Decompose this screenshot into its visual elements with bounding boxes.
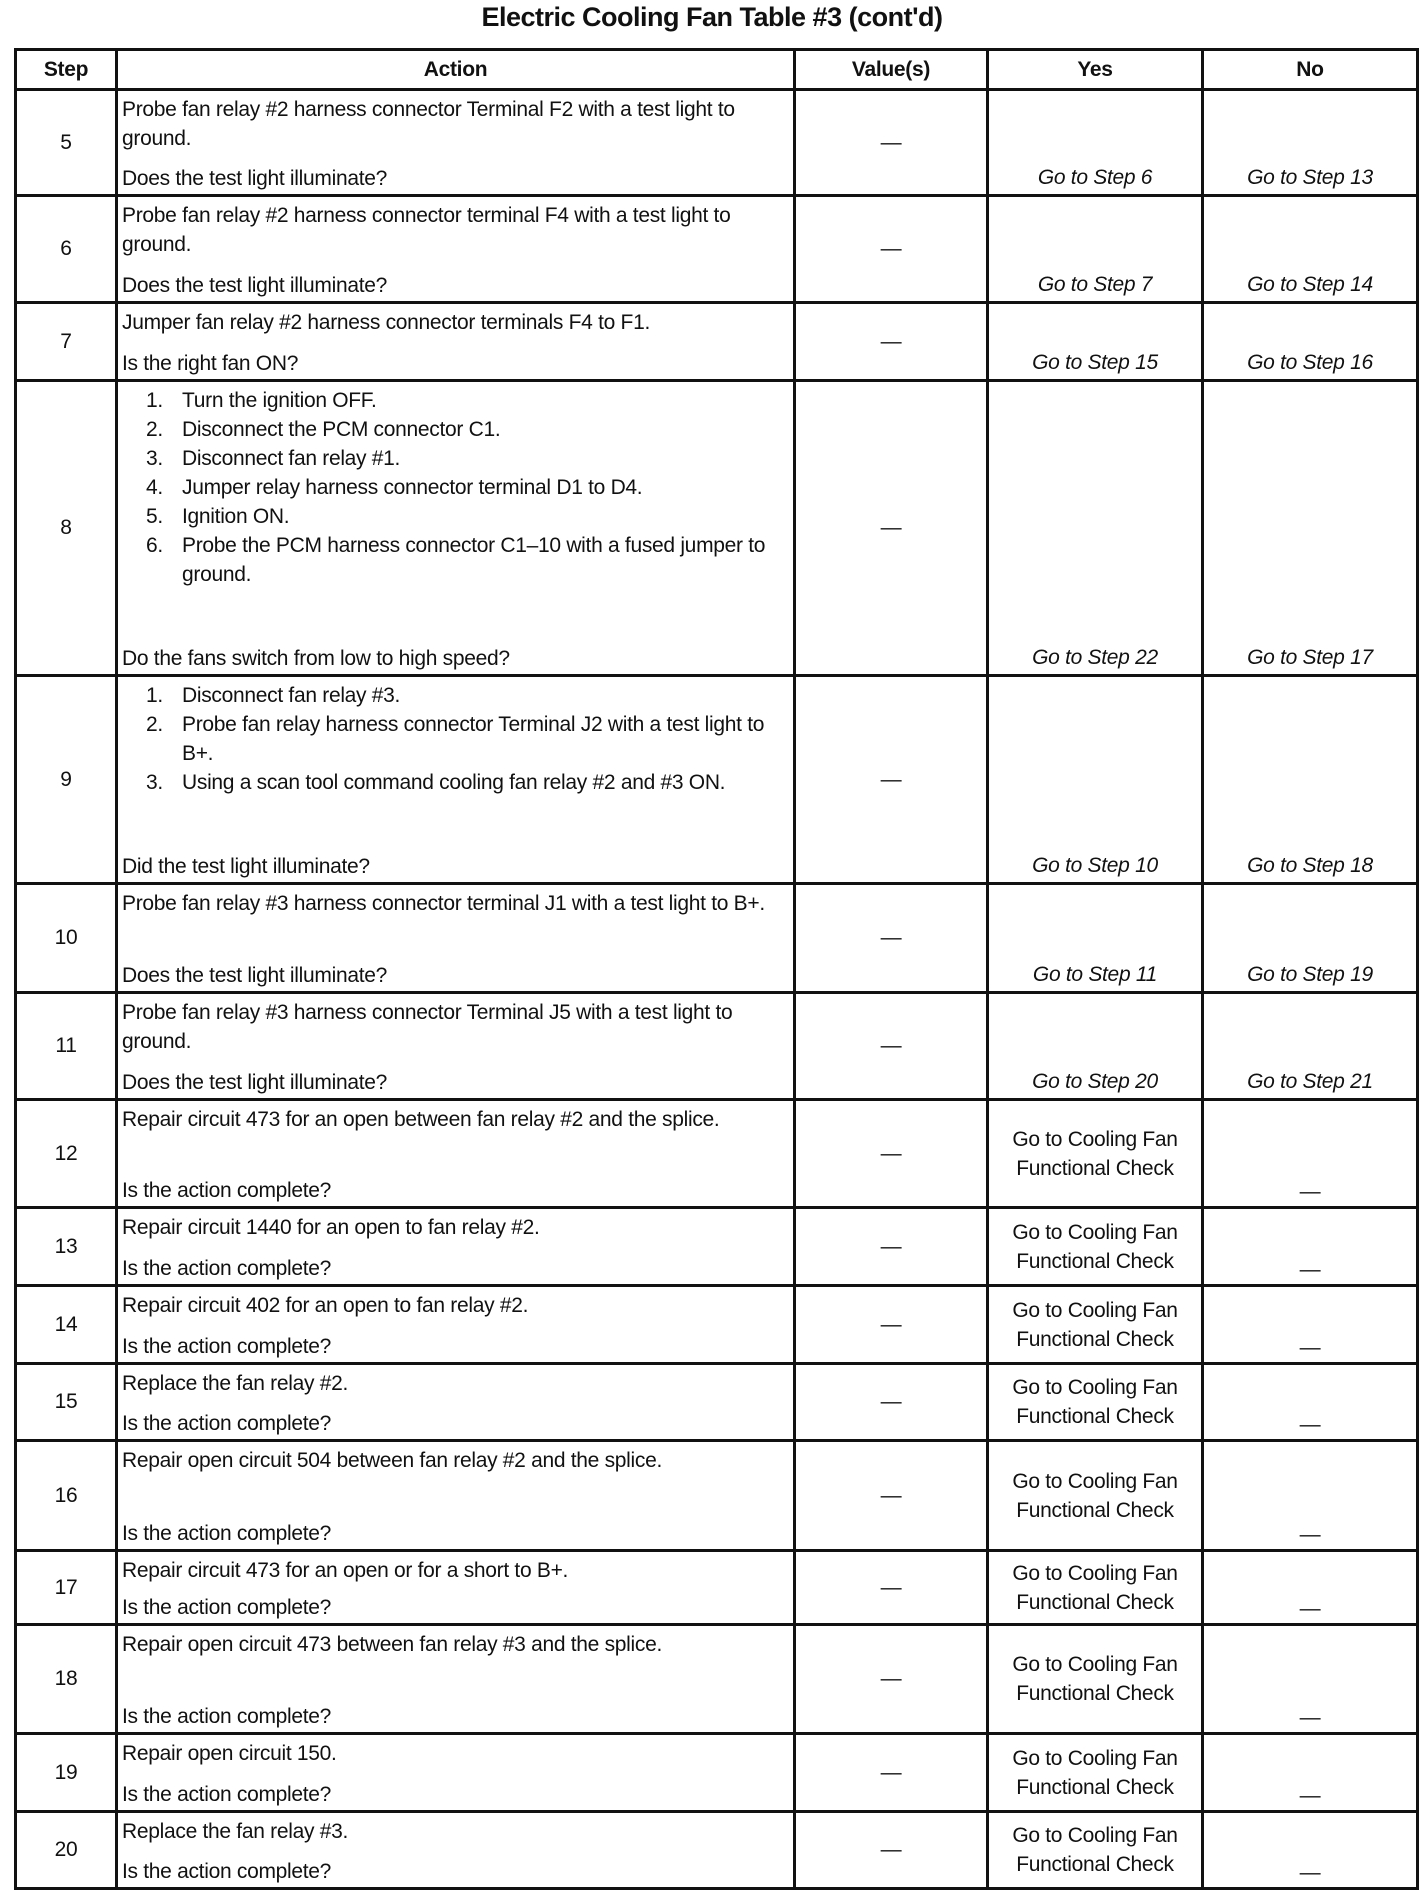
action-list-text: Ignition ON. (182, 505, 290, 528)
yes-result: Go to Cooling Fan Functional Check (988, 1208, 1203, 1286)
step-number: 8 (16, 381, 117, 676)
table-title: Electric Cooling Fan Table #3 (cont'd) (481, 2, 943, 32)
step-number: 15 (16, 1364, 117, 1441)
yes-result: Go to Step 20 (988, 993, 1203, 1100)
value-cell: — (795, 196, 988, 303)
yes-result: Go to Step 10 (988, 676, 1203, 884)
action-cell (117, 303, 795, 381)
action-question: Did the test light illuminate? (122, 855, 370, 878)
no-result: Go to Step 19 (1203, 884, 1418, 993)
value-cell: — (795, 1812, 988, 1889)
action-question: Is the action complete? (122, 1412, 332, 1435)
action-text: Probe fan relay #3 harness connector Terminal J5 with a test light to ground. (122, 1001, 733, 1053)
table-row (16, 1100, 1418, 1208)
step-number: 9 (16, 676, 117, 884)
action-cell (117, 676, 795, 884)
step-number: 12 (16, 1100, 117, 1208)
value-cell: — (795, 1551, 988, 1625)
header-yes: Yes (988, 50, 1203, 90)
yes-result: Go to Step 15 (988, 303, 1203, 381)
yes-result: Go to Cooling Fan Functional Check (988, 1734, 1203, 1812)
action-list-item: 1. Turn the ignition OFF. (122, 386, 789, 415)
action-cell (117, 1364, 795, 1441)
table-row (16, 1734, 1418, 1812)
step-number: 6 (16, 196, 117, 303)
yes-result: Go to Step 22 (988, 381, 1203, 676)
yes-result: Go to Step 7 (988, 196, 1203, 303)
action-question: Is the action complete? (122, 1179, 332, 1202)
action-cell (117, 1208, 795, 1286)
table-row (16, 196, 1418, 303)
action-cell (117, 993, 795, 1100)
action-cell (117, 884, 795, 993)
no-result: — (1203, 1286, 1418, 1364)
yes-result: Go to Cooling Fan Functional Check (988, 1100, 1203, 1208)
yes-result: Go to Cooling Fan Functional Check (988, 1812, 1203, 1889)
action-list-item: 3. Using a scan tool command cooling fan relay #2 and #3 ON. (122, 768, 789, 797)
action-question: Does the test light illuminate? (122, 274, 388, 297)
action-question: Does the test light illuminate? (122, 1071, 388, 1094)
no-result: — (1203, 1812, 1418, 1889)
action-list-text: Jumper relay harness connector terminal D1 to D4. (182, 476, 643, 499)
yes-result: Go to Cooling Fan Functional Check (988, 1286, 1203, 1364)
action-cell (117, 1441, 795, 1551)
action-cell (117, 1625, 795, 1734)
step-number: 14 (16, 1286, 117, 1364)
no-result: — (1203, 1441, 1418, 1551)
value-cell: — (795, 676, 988, 884)
no-result: Go to Step 16 (1203, 303, 1418, 381)
action-list-text: Disconnect fan relay #3. (182, 684, 401, 707)
yes-result: Go to Step 11 (988, 884, 1203, 993)
value-cell: — (795, 1441, 988, 1551)
no-result: — (1203, 1100, 1418, 1208)
header-values: Value(s) (795, 50, 988, 90)
action-cell (117, 1812, 795, 1889)
action-question: Is the action complete? (122, 1783, 332, 1806)
value-cell: — (795, 303, 988, 381)
diagnostic-table (14, 48, 1419, 1890)
table-row (16, 993, 1418, 1100)
table-row (16, 1551, 1418, 1625)
action-list-text: Turn the ignition OFF. (182, 389, 377, 412)
action-question: Is the action complete? (122, 1705, 332, 1728)
action-list-item: 2. Probe fan relay harness connector Terminal J2 with a test light to B+. (122, 710, 789, 768)
action-text: Probe fan relay #2 harness connector Terminal F2 with a test light to ground. (122, 98, 735, 150)
action-text: Replace the fan relay #3. (122, 1820, 348, 1843)
action-list-item: 6. Probe the PCM harness connector C1–10 with a fused jumper to ground. (122, 531, 789, 589)
value-cell: — (795, 1100, 988, 1208)
action-text: Repair circuit 1440 for an open to fan relay #2. (122, 1216, 540, 1239)
action-text: Repair circuit 473 for an open between fan relay #2 and the splice. (122, 1108, 720, 1131)
action-list-text: Probe fan relay harness connector Terminal J2 with a test light to B+. (182, 713, 765, 765)
table-row (16, 676, 1418, 884)
no-result: Go to Step 18 (1203, 676, 1418, 884)
action-list-item: 3. Disconnect fan relay #1. (122, 444, 789, 473)
table-row (16, 1208, 1418, 1286)
action-question: Is the action complete? (122, 1596, 332, 1619)
table-row (16, 1441, 1418, 1551)
table-row (16, 1286, 1418, 1364)
step-number: 17 (16, 1551, 117, 1625)
no-result: — (1203, 1734, 1418, 1812)
yes-result: Go to Cooling Fan Functional Check (988, 1551, 1203, 1625)
value-cell: — (795, 1734, 988, 1812)
no-result: Go to Step 17 (1203, 381, 1418, 676)
no-result: Go to Step 14 (1203, 196, 1418, 303)
yes-result: Go to Step 6 (988, 90, 1203, 196)
value-cell: — (795, 1208, 988, 1286)
no-result: Go to Step 21 (1203, 993, 1418, 1100)
action-question: Is the action complete? (122, 1860, 332, 1883)
action-text: Repair circuit 473 for an open or for a short to B+. (122, 1559, 569, 1582)
action-question: Is the action complete? (122, 1335, 332, 1358)
value-cell: — (795, 1625, 988, 1734)
step-number: 7 (16, 303, 117, 381)
action-text: Repair open circuit 473 between fan relay #3 and the splice. (122, 1633, 663, 1656)
action-list-item: 2. Disconnect the PCM connector C1. (122, 415, 789, 444)
action-cell (117, 381, 795, 676)
table-row (16, 1812, 1418, 1889)
action-text: Replace the fan relay #2. (122, 1372, 348, 1395)
action-cell (117, 1551, 795, 1625)
action-list-item: 4. Jumper relay harness connector terminal D1 to D4. (122, 473, 789, 502)
action-cell (117, 1100, 795, 1208)
action-question: Is the action complete? (122, 1257, 332, 1280)
action-cell (117, 196, 795, 303)
no-result: Go to Step 13 (1203, 90, 1418, 196)
value-cell: — (795, 884, 988, 993)
header-row (16, 50, 1418, 90)
action-question: Is the right fan ON? (122, 352, 299, 375)
step-number: 19 (16, 1734, 117, 1812)
action-cell (117, 1734, 795, 1812)
action-list-text: Disconnect the PCM connector C1. (182, 418, 501, 441)
action-question: Does the test light illuminate? (122, 167, 388, 190)
step-number: 11 (16, 993, 117, 1100)
action-text: Probe fan relay #2 harness connector terminal F4 with a test light to ground. (122, 204, 731, 256)
yes-result: Go to Cooling Fan Functional Check (988, 1441, 1203, 1551)
yes-result: Go to Cooling Fan Functional Check (988, 1625, 1203, 1734)
action-question: Is the action complete? (122, 1522, 332, 1545)
action-cell (117, 90, 795, 196)
value-cell: — (795, 1364, 988, 1441)
action-text: Probe fan relay #3 harness connector terminal J1 with a test light to B+. (122, 892, 765, 915)
header-no: No (1203, 50, 1418, 90)
step-number: 20 (16, 1812, 117, 1889)
table-row (16, 90, 1418, 196)
action-text: Jumper fan relay #2 harness connector terminals F4 to F1. (122, 311, 650, 334)
no-result: — (1203, 1364, 1418, 1441)
step-number: 18 (16, 1625, 117, 1734)
value-cell: — (795, 1286, 988, 1364)
step-number: 16 (16, 1441, 117, 1551)
action-list-item: 5. Ignition ON. (122, 502, 789, 531)
table-row (16, 1625, 1418, 1734)
table-row (16, 381, 1418, 676)
step-number: 13 (16, 1208, 117, 1286)
action-text: Repair circuit 402 for an open to fan relay #2. (122, 1294, 529, 1317)
header-step: Step (16, 50, 117, 90)
value-cell: — (795, 993, 988, 1100)
table-row (16, 1364, 1418, 1441)
action-list-item: 1. Disconnect fan relay #3. (122, 681, 789, 710)
action-cell (117, 1286, 795, 1364)
value-cell: — (795, 381, 988, 676)
table-row (16, 884, 1418, 993)
action-question: Does the test light illuminate? (122, 964, 388, 987)
header-action: Action (117, 50, 795, 90)
step-number: 10 (16, 884, 117, 993)
action-question: Do the fans switch from low to high speed? (122, 647, 510, 670)
no-result: — (1203, 1208, 1418, 1286)
value-cell: — (795, 90, 988, 196)
yes-result: Go to Cooling Fan Functional Check (988, 1364, 1203, 1441)
action-text: Repair open circuit 504 between fan relay #2 and the splice. (122, 1449, 663, 1472)
step-number: 5 (16, 90, 117, 196)
action-text: Repair open circuit 150. (122, 1742, 337, 1765)
action-list-text: Disconnect fan relay #1. (182, 447, 401, 470)
action-list-text: Probe the PCM harness connector C1–10 with a fused jumper to ground. (182, 534, 766, 586)
action-list-text: Using a scan tool command cooling fan relay #2 and #3 ON. (182, 771, 726, 794)
no-result: — (1203, 1551, 1418, 1625)
table-row (16, 303, 1418, 381)
no-result: — (1203, 1625, 1418, 1734)
